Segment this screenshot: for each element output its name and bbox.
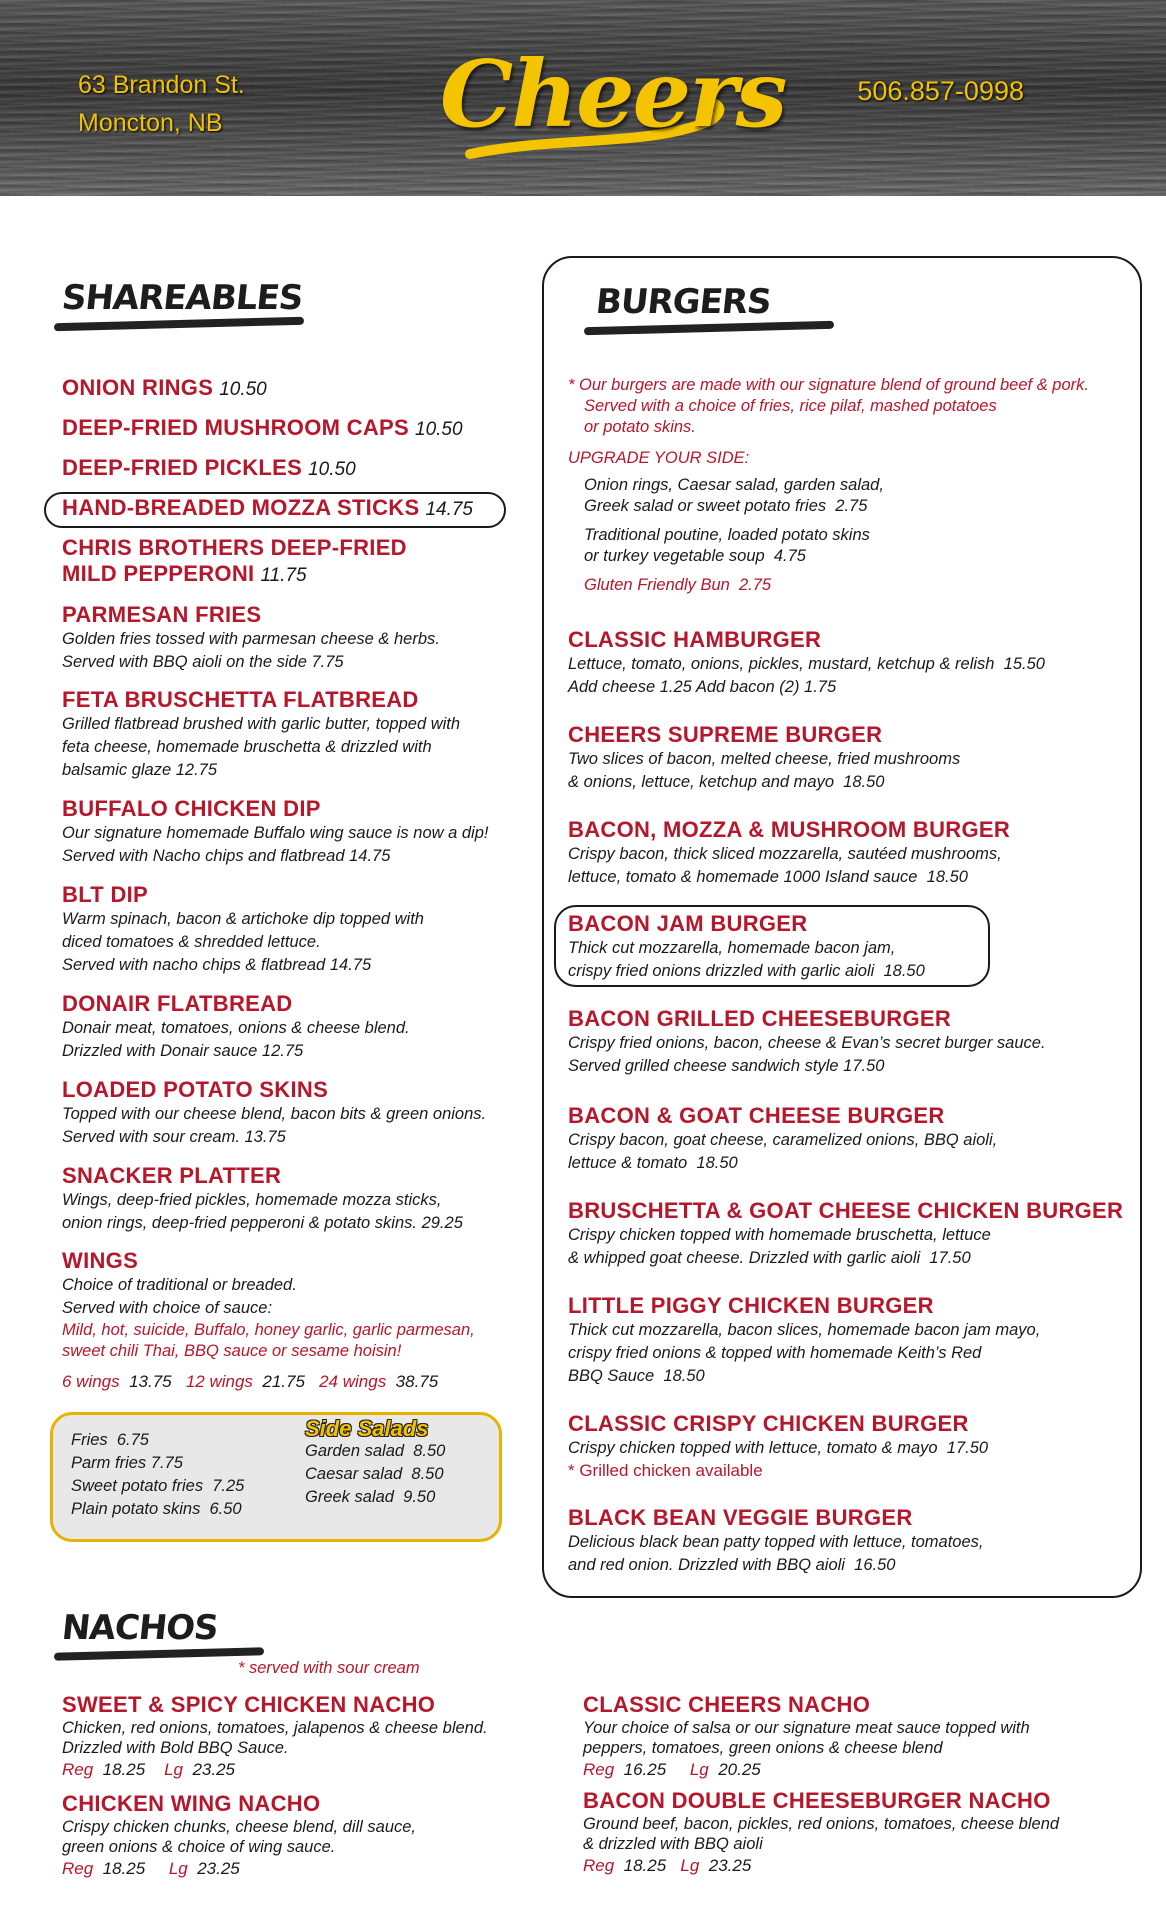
item-price: 10.50 [308, 459, 356, 480]
side-item: Plain potato skins 6.50 [71, 1500, 242, 1518]
item-price: 10.50 [415, 419, 463, 440]
menu-item: CLASSIC CHEERS NACHO Your choice of salsa or our signature meat sauce topped with peppers, tomatoes, green onions & cheese blend Reg 16.25 Lg 20.25 [583, 1692, 1030, 1779]
item-price: 14.75 [425, 499, 473, 520]
address-line-2: Moncton, NB [78, 109, 223, 137]
burgers-title: BURGERS [593, 282, 773, 322]
item-desc: Add cheese 1.25 Add bacon (2) 1.75 [568, 678, 837, 696]
item-desc: BBQ Sauce [568, 1367, 655, 1385]
item-name: PARMESAN FRIES [62, 602, 262, 627]
item-desc: balsamic glaze [62, 761, 172, 779]
item-name: DEEP-FRIED PICKLES [62, 455, 303, 480]
item-name: BACON DOUBLE CHEESEBURGER NACHO [583, 1788, 1051, 1813]
item-desc: Two slices of bacon, melted cheese, fried mushrooms [568, 750, 961, 768]
size-label: 24 wings [319, 1372, 387, 1391]
side-item: Parm fries 7.75 [71, 1454, 183, 1472]
item-desc: Thick cut mozzarella, bacon slices, homemade bacon jam mayo, [568, 1321, 1041, 1339]
menu-item [568, 627, 1045, 699]
item-name: BRUSCHETTA & GOAT CHEESE CHICKEN BURGER [568, 1198, 1124, 1223]
item-desc: Chicken, red onions, tomatoes, jalapenos & cheese blend. [62, 1719, 488, 1737]
item-name: LITTLE PIGGY CHICKEN BURGER [568, 1293, 934, 1318]
item-desc: Delicious black bean patty topped with lettuce, tomatoes, [568, 1533, 984, 1551]
item-desc: Crispy chicken topped with homemade bruschetta, lettuce [568, 1226, 991, 1244]
item-desc: Served with sour cream. [62, 1128, 240, 1146]
item-price: 13.75 [244, 1128, 286, 1146]
shareables-title: SHAREABLES [59, 278, 305, 318]
sides-box [50, 1412, 502, 1542]
item-desc: Golden fries tossed with parmesan cheese & herbs. [62, 630, 440, 648]
item-name: DEEP-FRIED MUSHROOM CAPS [62, 415, 409, 440]
menu-item [62, 375, 267, 401]
menu-item [568, 1006, 1046, 1078]
menu-item [568, 1505, 984, 1577]
side-item: Greek salad 9.50 [305, 1488, 436, 1506]
salads-list [305, 1417, 445, 1509]
brush-stroke [54, 317, 304, 332]
menu-item [568, 722, 960, 794]
item-price: 14.75 [329, 956, 372, 974]
brush-stroke [54, 1647, 264, 1660]
item-price: 18.50 [926, 868, 968, 886]
item-name: CLASSIC HAMBURGER [568, 627, 822, 652]
side-item: Sweet potato fries 7.25 [71, 1477, 245, 1495]
menu-item [62, 495, 473, 521]
item-price: 14.75 [349, 847, 391, 865]
nachos-title: NACHOS [59, 1608, 220, 1648]
item-name: BACON, MOZZA & MUSHROOM BURGER [568, 817, 1011, 842]
item-desc: Crispy chicken topped with lettuce, tomato & mayo [568, 1439, 938, 1457]
item-name: BLT DIP [62, 882, 149, 907]
item-desc: Ground beef, bacon, pickles, red onions, tomatoes, cheese blend [583, 1815, 1060, 1833]
item-desc: green onions & choice of wing sauce. [62, 1838, 336, 1856]
item-name: DONAIR FLATBREAD [62, 991, 293, 1016]
item-name: ONION RINGS [62, 375, 214, 400]
menu-item [62, 602, 440, 674]
item-name: BACON & GOAT CHEESE BURGER [568, 1103, 945, 1128]
item-desc: Topped with our cheese blend, bacon bits & green onions. [62, 1105, 487, 1123]
item-desc: Served grilled cheese sandwich style [568, 1057, 839, 1075]
item-price: 17.50 [843, 1057, 885, 1075]
logo-text: Cheers [440, 40, 786, 148]
item-name: CLASSIC CHEERS NACHO [583, 1692, 871, 1717]
item-desc: lettuce, tomato & homemade 1000 Island sauce [568, 868, 918, 886]
menu-item [62, 455, 356, 481]
item-name: CHRIS BROTHERS DEEP-FRIED [62, 535, 407, 560]
item-name: BACON JAM BURGER [568, 911, 808, 936]
item-price: 18.50 [663, 1367, 705, 1385]
item-price: 18.50 [843, 773, 885, 791]
item-desc: lettuce & tomato [568, 1154, 688, 1172]
menu-item [568, 911, 925, 983]
item-desc: Served with BBQ aioli on the side [62, 653, 307, 671]
menu-item [568, 1198, 1123, 1270]
menu-item [568, 1293, 1040, 1388]
menu-item [62, 415, 463, 441]
nachos-note: * served with sour cream [238, 1659, 420, 1677]
item-price: 11.75 [260, 565, 307, 586]
side-item: Fries 6.75 [71, 1431, 149, 1449]
item-desc: feta cheese, homemade bruschetta & drizzled with [62, 738, 432, 756]
menu-item [62, 535, 407, 587]
menu-item [62, 1163, 463, 1235]
item-name: HAND-BREADED MOZZA STICKS [62, 495, 420, 520]
sauce-list: Mild, hot, suicide, Buffalo, honey garlic, garlic parmesan, [62, 1321, 475, 1339]
item-price: 10.50 [219, 379, 267, 400]
item-desc: Crispy bacon, thick sliced mozzarella, sautéed mushrooms, [568, 845, 1002, 863]
header-banner [0, 0, 1166, 196]
item-desc: Wings, deep-fried pickles, homemade mozza sticks, [62, 1191, 442, 1209]
size-price: 38.75 [395, 1372, 439, 1391]
item-desc: peppers, tomatoes, green onions & cheese blend [583, 1739, 943, 1757]
menu-item [568, 1411, 988, 1481]
size-price: 13.75 [129, 1372, 172, 1391]
size-label: 6 wings [62, 1372, 120, 1391]
item-name: CLASSIC CRISPY CHICKEN BURGER [568, 1411, 969, 1436]
burgers-heading [593, 282, 836, 332]
menu-item [62, 991, 410, 1063]
item-name: BUFFALO CHICKEN DIP [62, 796, 321, 821]
menu-item: SWEET & SPICY CHICKEN NACHO Chicken, red onions, tomatoes, jalapenos & cheese blend. Drizzled with Bold BBQ Sauce. Reg 18.25 Lg 23.25 [62, 1692, 488, 1779]
item-desc: Thick cut mozzarella, homemade bacon jam, [568, 939, 896, 957]
item-desc: Grilled flatbread brushed with garlic butter, topped with [62, 715, 461, 733]
item-price: 18.50 [883, 962, 925, 980]
item-desc: Donair meat, tomatoes, onions & cheese blend. [62, 1019, 410, 1037]
side-salads-title: Side Salads [305, 1416, 429, 1441]
item-desc: Lettuce, tomato, onions, pickles, mustard, ketchup & relish [568, 655, 995, 673]
item-price: 7.75 [311, 653, 344, 671]
menu-item [62, 1077, 486, 1149]
item-desc: Choice of traditional or breaded. [62, 1276, 297, 1294]
item-desc: Warm spinach, bacon & artichoke dip topped with [62, 910, 424, 928]
sauce-list: sweet chili Thai, BBQ sauce or sesame hoisin! [62, 1342, 402, 1360]
item-desc: Served with choice of sauce: [62, 1299, 273, 1317]
item-desc: onion rings, deep-fried pepperoni & potato skins. [62, 1214, 417, 1232]
item-price: 17.50 [946, 1439, 989, 1457]
menu-item: CHICKEN WING NACHO Crispy chicken chunks, cheese blend, dill sauce, green onions & choice of wing sauce. Reg 18.25 Lg 23.25 [62, 1791, 417, 1878]
item-desc: Drizzled with Donair sauce [62, 1042, 258, 1060]
item-price: 17.50 [929, 1249, 971, 1267]
item-desc: and red onion. Drizzled with BBQ aioli [568, 1556, 845, 1574]
wing-sizes [62, 1370, 475, 1393]
size-price: 21.75 [262, 1372, 305, 1391]
cheers-logo [440, 36, 786, 166]
item-desc: Your choice of salsa or our signature meat sauce topped with [583, 1719, 1030, 1737]
item-name: WINGS [62, 1248, 139, 1273]
menu-item [568, 1103, 997, 1175]
item-desc: & drizzled with BBQ aioli [583, 1835, 763, 1853]
item-desc: crispy fried onions drizzled with garlic aioli [568, 962, 875, 980]
menu-item [62, 687, 460, 782]
item-desc: & whipped goat cheese. Drizzled with garlic aioli [568, 1249, 921, 1267]
menu-item [62, 796, 489, 868]
item-desc: Drizzled with Bold BBQ Sauce. [62, 1739, 289, 1757]
shareables-heading [59, 278, 305, 328]
item-desc: & onions, lettuce, ketchup and mayo [568, 773, 834, 791]
item-name: CHICKEN WING NACHO [62, 1791, 321, 1816]
address [78, 66, 245, 142]
item-desc: Our signature homemade Buffalo wing sauce is now a dip! [62, 824, 489, 842]
menu-item-wings [62, 1248, 475, 1393]
item-name: MILD PEPPERONI [62, 561, 255, 586]
item-desc: Crispy chicken chunks, cheese blend, dill sauce, [62, 1818, 417, 1836]
item-desc: diced tomatoes & shredded lettuce. [62, 933, 321, 951]
side-item: Caesar salad 8.50 [305, 1465, 444, 1483]
item-name: FETA BRUSCHETTA FLATBREAD [62, 687, 419, 712]
item-desc: Served with nacho chips & flatbread [62, 956, 326, 974]
item-price: 15.50 [1003, 655, 1045, 673]
item-name: LOADED POTATO SKINS [62, 1077, 329, 1102]
upgrade-side: UPGRADE YOUR SIDE: Onion rings, Caesar salad, garden salad, Greek salad or sweet potato fries 2.75 Traditional poutine, loaded potato skins or turkey vegetable soup 4.75 Gluten Friendly Bun 2.75 [568, 449, 884, 594]
item-name: SNACKER PLATTER [62, 1163, 282, 1188]
nachos-heading [59, 1608, 282, 1658]
item-price: 12.75 [261, 1042, 304, 1060]
item-name: SWEET & SPICY CHICKEN NACHO [62, 1692, 436, 1717]
menu-item [568, 817, 1010, 889]
side-item: Garden salad 8.50 [305, 1442, 446, 1460]
burger-note: * Our burgers are made with our signature blend of ground beef & pork. Served with a choice of fries, rice pilaf, mashed potatoes or potato skins. [568, 376, 1089, 436]
item-price: 18.50 [696, 1154, 738, 1172]
item-desc: crispy fried onions & topped with homemade Keith’s Red [568, 1344, 982, 1362]
item-name: BLACK BEAN VEGGIE BURGER [568, 1505, 913, 1530]
item-desc: Served with Nacho chips and flatbread [62, 847, 345, 865]
upgrade-title: UPGRADE YOUR SIDE: [568, 449, 750, 467]
menu-item: BACON DOUBLE CHEESEBURGER NACHO Ground beef, bacon, pickles, red onions, tomatoes, cheese blend & drizzled with BBQ aioli Reg 18.25 Lg 23.25 [583, 1788, 1060, 1875]
item-price: 29.25 [421, 1214, 463, 1232]
item-desc: Crispy fried onions, bacon, cheese & Evan’s secret burger sauce. [568, 1034, 1046, 1052]
item-name: CHEERS SUPREME BURGER [568, 722, 883, 747]
menu-item [62, 882, 424, 977]
item-note: * Grilled chicken available [568, 1461, 763, 1480]
fries-list [71, 1429, 244, 1521]
item-name: BACON GRILLED CHEESEBURGER [568, 1006, 952, 1031]
item-price: 16.50 [854, 1556, 896, 1574]
item-price: 12.75 [175, 761, 218, 779]
item-desc: Crispy bacon, goat cheese, caramelized onions, BBQ aioli, [568, 1131, 998, 1149]
address-line-1: 63 Brandon St. [78, 71, 245, 99]
phone-number: 506.857-0998 [857, 76, 1024, 106]
size-label: 12 wings [185, 1372, 253, 1391]
